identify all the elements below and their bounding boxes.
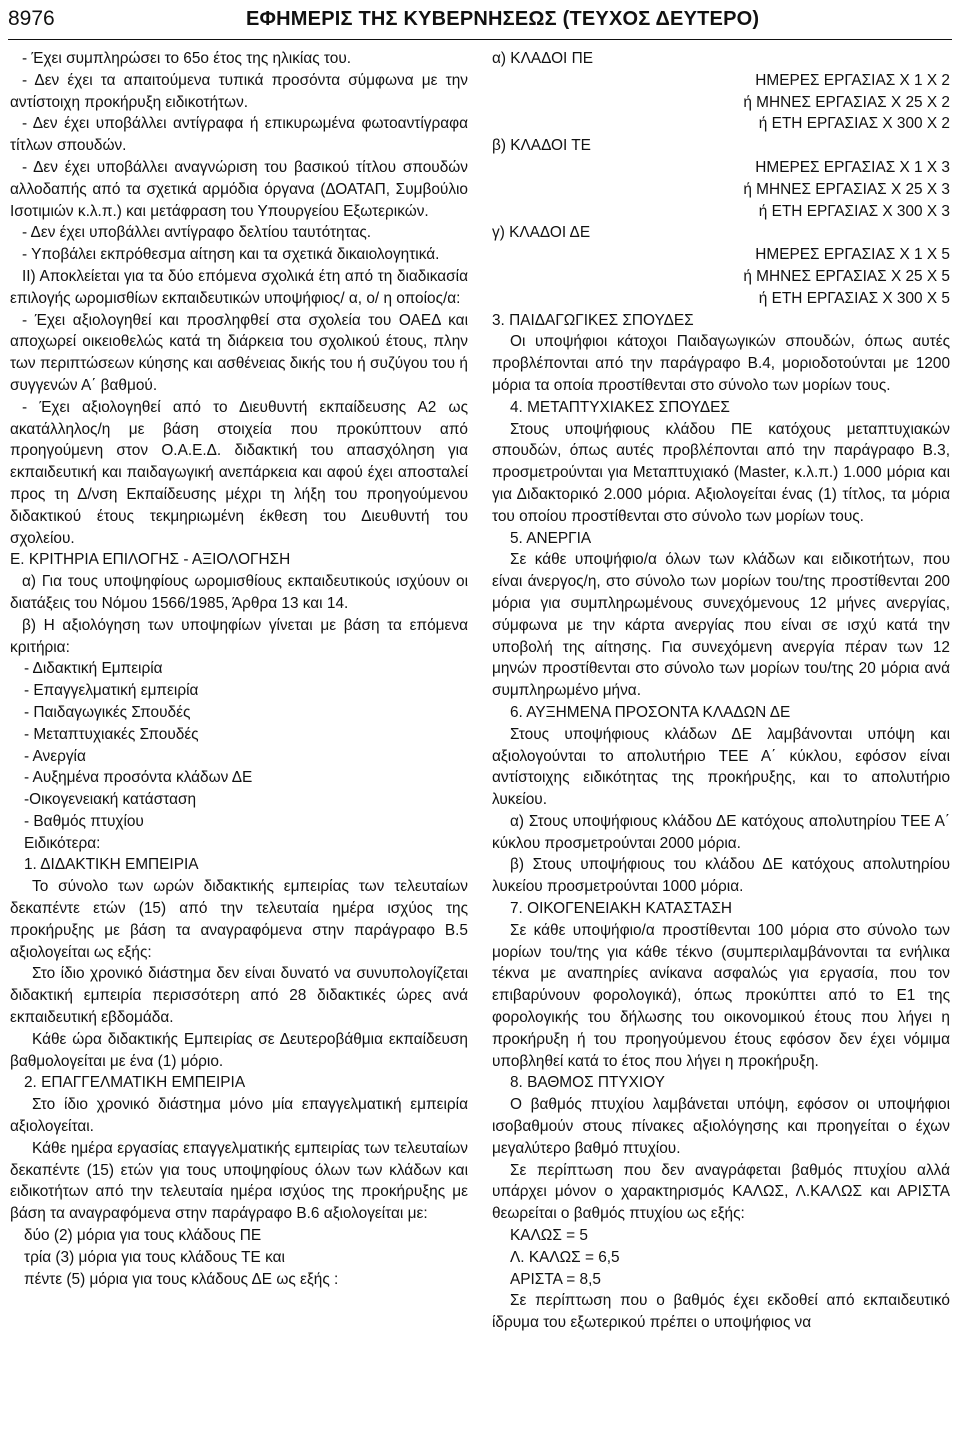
section-5-title: 5. ΑΝΕΡΓΙΑ: [510, 529, 592, 547]
criterion: - Μεταπτυχιακές Σπουδές: [24, 725, 199, 743]
category-label: β) ΚΛΑΔΟΙ ΤΕ: [492, 137, 591, 155]
section-2-p1: Στο ίδιο χρονικό διάστημα μόνο μία επαγγελματική εμπειρία αξιολογείται.: [10, 1096, 468, 1136]
exclusion-item: - Έχει αξιολογηθεί και προσληφθεί στα σχολεία του ΟΑΕΔ και αποχωρεί οικειοθελώς κατά τη διάρκεια του σχολικού έτους, πλην των περιπτώσεων κύησης και ασθένειας δικής του ή συζύγου του ή συγγενών Α΄ βαθμού.: [10, 311, 468, 394]
rate-line: ή ΕΤΗ ΕΡΓΑΣΙΑΣ Χ 300 Χ 3: [758, 202, 950, 220]
section-e-title: Ε. ΚΡΙΤΗΡΙΑ ΕΠΙΛΟΓΗΣ - ΑΞΙΟΛΟΓΗΣΗ: [10, 551, 291, 569]
section-2-p2: Κάθε ημέρα εργασίας επαγγελματικής εμπειρίας των τελευταίων δεκαπέντε (15) ετών για τους υποψηφίους όλων των κλάδων και ειδικοτήτων από την τελευταία ημέρα ισχύος της προκήρυξης με βάση τα αναγραφόμενα στην παράγραφο Β.6 αξιολογείται με:: [10, 1139, 468, 1223]
section-8-p1: Ο βαθμός πτυχίου λαμβάνεται υπόψη, εφόσον οι υποψήφιοι ισοβαθμούν στους πίνακες αξιολόγησης και προηγείται ο έχων μεγαλύτερο βαθμό πτυχίου.: [492, 1096, 950, 1157]
section-6-title: 6. ΑΥΞΗΜΕΝΑ ΠΡΟΣΟΝΤΑ ΚΛΑΔΩΝ ΔΕ: [510, 703, 791, 721]
section-1-title: 1. ΔΙΔΑΚΤΙΚΗ ΕΜΠΕΙΡΙΑ: [24, 856, 199, 874]
grade-line: ΚΑΛΩΣ = 5: [510, 1227, 588, 1245]
section-e-a: α) Για τους υποψηφίους ωρομισθίους εκπαιδευτικούς ισχύουν οι διατάξεις του Νόμου 1566/1985, Άρθρα 13 και 14.: [10, 573, 468, 612]
rate-line: ΗΜΕΡΕΣ ΕΡΓΑΣΙΑΣ Χ 1 Χ 5: [755, 246, 950, 264]
section-4-p1: Στους υποψήφιους κλάδου ΠΕ κατόχους μεταπτυχιακών σπουδών, όπως αυτές προβλέπονται από την παράγραφο Β.3, προσμετρούνται για Μεταπτυχιακό (Master, κ.λ.π.) 1.000 μόρια και για Διδακτορικό 2.000 μόρια. Αξιολογείται ένας (1) τίτλος, τα μόρια του οποίου προστίθενται στο σύνολο των μορίων τους.: [492, 420, 950, 525]
category-rates: [492, 244, 950, 309]
criterion: - Παιδαγωγικές Σπουδές: [24, 703, 191, 721]
item: - Έχει συμπληρώσει το 65ο έτος της ηλικίας του.: [22, 50, 352, 67]
section-8-p3: Σε περίπτωση που ο βαθμός έχει εκδοθεί από εκπαιδευτικό ίδρυμα του εξωτερικού πρέπει ο υποψήφιος να: [492, 1292, 950, 1332]
criterion: - Επαγγελματική εμπειρία: [24, 682, 199, 700]
item: - Δεν έχει υποβάλλει αναγνώριση του βασικού τίτλου σπουδών αλλοδαπής από τα σχετικά αρμόδια όργανα (ΔΟΑΤΑΠ, Συμβούλιο Ισοτιμιών κ.λ.π.) και μετάφραση του Υπουργείου Εξωτερικών.: [10, 158, 468, 220]
section-7-title: 7. ΟΙΚΟΓΕΝΕΙΑΚΗ ΚΑΤΑΣΤΑΣΗ: [510, 900, 733, 918]
points-line: τρία (3) μόρια για τους κλάδους ΤΕ και: [24, 1248, 285, 1266]
right-column: [492, 48, 950, 1334]
criterion: - Ανεργία: [24, 747, 86, 765]
specifically-label: Ειδικότερα:: [24, 834, 101, 852]
grade-line: Λ. ΚΑΛΩΣ = 6,5: [510, 1248, 620, 1266]
journal-title: ΕΦΗΜΕΡΙΣ ΤΗΣ ΚΥΒΕΡΝΗΣΕΩΣ (ΤΕΥΧΟΣ ΔΕΥΤΕΡΟ): [246, 8, 760, 30]
criterion: -Οικογενειακή κατάσταση: [24, 791, 197, 809]
criterion: - Βαθμός πτυχίου: [24, 812, 144, 830]
rate-line: ή ΕΤΗ ΕΡΓΑΣΙΑΣ Χ 300 Χ 5: [758, 289, 950, 307]
section-7-p1: Σε κάθε υποψήφιο/α προστίθενται 100 μόρια στο σύνολο των μορίων του/της για κάθε τέκνο (συμπεριλαμβάνονται τα ενήλικα τέκνα με αναπηρίες ανίκανα ασφαλώς για εργασία, που τον επιβαρύνουν φορολογικά), όπως προκύπτει από το Ε1 της φορολογικής του δήλωσης του οικονομικού έτους που λήγει η προκήρυξη ή του προηγούμενου έτους εφόσον δεν έχει νόμιμα υποβληθεί κατά το έτος που λήγει η προκήρυξη.: [492, 921, 950, 1070]
section-8-p2: Σε περίπτωση που δεν αναγράφεται βαθμός πτυχίου αλλά υπάρχει μόνον ο χαρακτηρισμός ΚΑΛΩΣ, Λ.ΚΑΛΩΣ και ΑΡΙΣΤΑ θεωρείται ο βαθμός πτυχίου ως εξής:: [492, 1161, 950, 1223]
section-6-b: β) Στους υποψήφιους του κλάδου ΔΕ κατόχους απολυτηρίου λυκείου προσμετρούνται 1000 μόρια.: [492, 856, 950, 896]
exclusion-item: - Έχει αξιολογηθεί από το Διευθυντή εκπαίδευσης Α2 ως ακατάλληλος/η με βάση στοιχεία που προκύπτουν από προηγούμενη στον Ο.Α.Ε.Δ. διδακτική του απασχόληση για εκπαιδευτική και παιδαγωγική ανεπάρκεια και αφού έχει αποσταλεί προς τη Δ/νση Εκπαίδευσης μέχρι τη λήξη του προηγούμενου διδακτικού έτους τεκμηριωμένη έκθεση του Διευθυντή του σχολείου.: [10, 398, 468, 547]
left-column: [10, 48, 468, 1290]
rate-line: ΗΜΕΡΕΣ ΕΡΓΑΣΙΑΣ Χ 1 Χ 3: [755, 158, 950, 176]
points-line: πέντε (5) μόρια για τους κλάδους ΔΕ ως εξής :: [24, 1270, 339, 1288]
points-line: δύο (2) μόρια για τους κλάδους ΠΕ: [24, 1227, 262, 1245]
rate-line: ή ΜΗΝΕΣ ΕΡΓΑΣΙΑΣ Χ 25 Χ 5: [743, 267, 950, 285]
section-1-p2: Στο ίδιο χρονικό διάστημα δεν είναι δυνατό να συνυπολογίζεται διδακτική εμπειρία περισσότερη από 28 διδακτικές ώρες ανά εκπαιδευτική εβδομάδα.: [10, 965, 468, 1027]
section-3-p1: Οι υποψήφιοι κάτοχοι Παιδαγωγικών σπουδών, όπως αυτές προβλέπονται από την παράγραφο Β.4, μοριοδοτούνται με 1200 μόρια τα οποία προστίθενται στο σύνολο των μορίων τους.: [492, 333, 950, 394]
criterion: - Διδακτική Εμπειρία: [24, 660, 163, 678]
criterion: - Αυξημένα προσόντα κλάδων ΔΕ: [24, 769, 253, 787]
section-1-p3: Κάθε ώρα διδακτικής Εμπειρίας σε Δευτεροβάθμια εκπαίδευση βαθμολογείται με ένα (1) μόριο.: [10, 1030, 468, 1070]
page-header: [8, 6, 952, 40]
item: - Δεν έχει τα απαιτούμενα τυπικά προσόντα σύμφωνα με την αντίστοιχη προκήρυξη ειδικοτήτων.: [10, 71, 468, 111]
section-6-a: α) Στους υποψήφιους κλάδου ΔΕ κατόχους απολυτηρίου ΤΕΕ Α΄ κύκλου προσμετρούνται 2000 μόρια.: [492, 812, 950, 852]
section-3-title: 3. ΠΑΙΔΑΓΩΓΙΚΕΣ ΣΠΟΥΔΕΣ: [492, 311, 694, 329]
item: - Υποβάλει εκπρόθεσμα αίτηση και τα σχετικά δικαιολογητικά.: [22, 246, 440, 264]
page-number: 8976: [8, 7, 55, 30]
rate-line: ή ΜΗΝΕΣ ΕΡΓΑΣΙΑΣ Χ 25 Χ 3: [743, 180, 950, 198]
item: - Δεν έχει υποβάλλει αντίγραφο δελτίου ταυτότητας.: [22, 224, 372, 242]
section-1-p1: Το σύνολο των ωρών διδακτικής εμπειρίας των τελευταίων δεκαπέντε ετών (15) από την τελευταία ημέρα ισχύος της προκήρυξης με βάση τα αναγραφόμενα στην παράγραφο Β.5 αξιολογείται ως εξής:: [10, 878, 468, 961]
category-rates: [492, 157, 950, 222]
grade-line: ΑΡΙΣΤΑ = 8,5: [510, 1270, 601, 1288]
section-2-title: 2. ΕΠΑΓΓΕΛΜΑΤΙΚΗ ΕΜΠΕΙΡΙΑ: [24, 1074, 246, 1092]
rate-line: ή ΜΗΝΕΣ ΕΡΓΑΣΙΑΣ Χ 25 Χ 2: [743, 93, 950, 111]
section-6-p1: Στους υποψήφιους κλάδων ΔΕ λαμβάνονται υπόψη και αξιολογούνται το απολυτήριο ΤΕΕ Α΄ κύκλου, εφόσον είναι αντίστοιχης ειδικότητας της προκήρυξης, και το απολυτήριο λυκείου.: [492, 725, 950, 809]
section-8-title: 8. ΒΑΘΜΟΣ ΠΤΥΧΙΟΥ: [510, 1074, 665, 1092]
section-e-b: β) Η αξιολόγηση των υποψηφίων γίνεται με βάση τα επόμενα κριτήρια:: [10, 616, 468, 656]
header-rule: [8, 39, 952, 40]
rate-line: ΗΜΕΡΕΣ ΕΡΓΑΣΙΑΣ Χ 1 Χ 2: [755, 71, 950, 89]
category-label: α) ΚΛΑΔΟΙ ΠΕ: [492, 50, 593, 67]
category-rates: [492, 70, 950, 135]
category-label: γ) ΚΛΑΔΟΙ ΔΕ: [492, 224, 591, 242]
item: - Δεν έχει υποβάλλει αντίγραφα ή επικυρωμένα φωτοαντίγραφα τίτλων σπουδών.: [10, 115, 468, 155]
rate-line: ή ΕΤΗ ΕΡΓΑΣΙΑΣ Χ 300 Χ 2: [758, 115, 950, 133]
section-4-title: 4. ΜΕΤΑΠΤΥΧΙΑΚΕΣ ΣΠΟΥΔΕΣ: [510, 398, 730, 416]
section-5-p1: Σε κάθε υποψήφιο/α όλων των κλάδων και ειδικοτήτων, που είναι άνεργος/η, στο σύνολο των μορίων του/της προστίθενται 200 μόρια για συμπληρωμένους συνεχόμενους 12 μήνες ανεργίας, σύμφωνα με την κάρτα ανεργίας που είναι σε ισχύ κατά την υποβολή της αίτησης. Για συνεχόμενη ανεργία πέραν των 12 μηνών προστίθενται στο σύνολο των μορίων του/της 20 μόρια ανά συμπληρωμένο μήνα.: [492, 551, 950, 700]
exclusion-ii: ΙΙ) Αποκλείεται για τα δύο επόμενα σχολικά έτη από τη διαδικασία επιλογής ωρομισθίων εκπαιδευτικών υποψήφιος/ α, ο/ η οποίος/α:: [10, 267, 468, 307]
